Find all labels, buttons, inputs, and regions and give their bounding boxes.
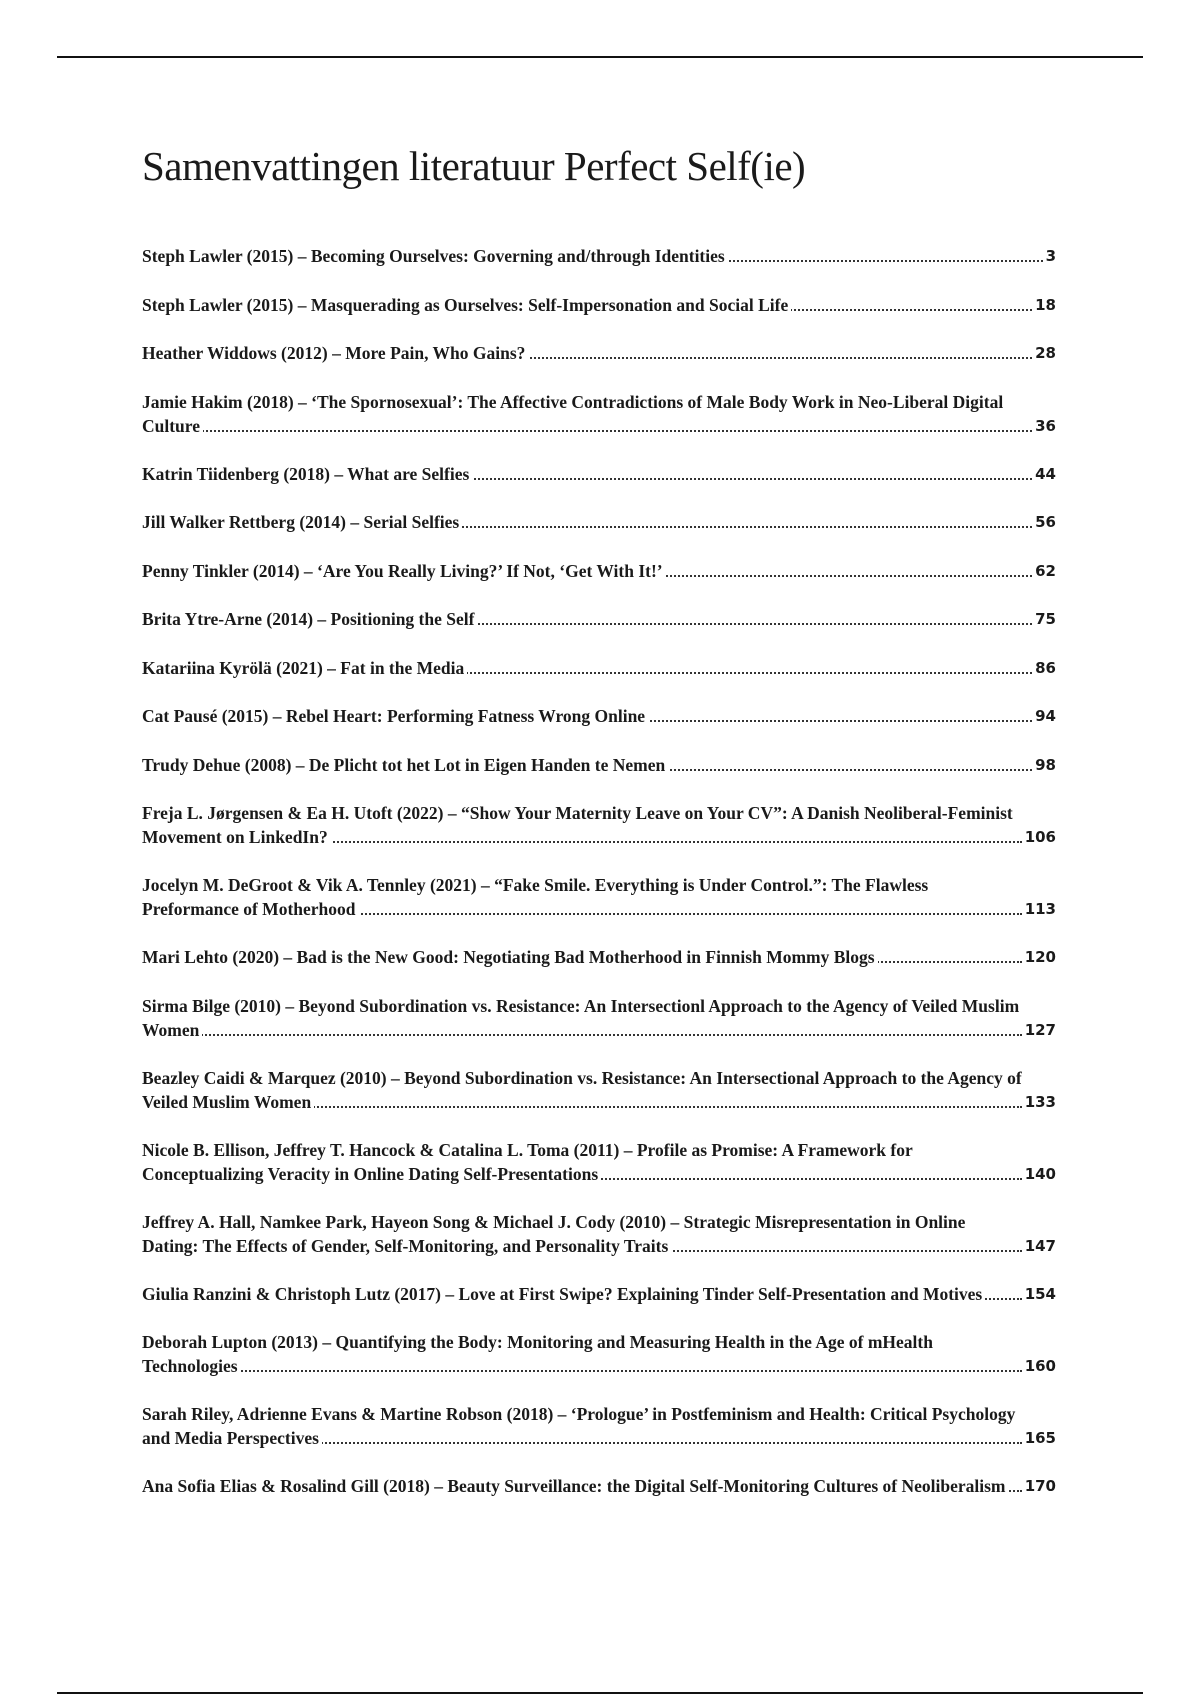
toc-entry-title: Sirma Bilge (2010) – Beyond Subordination vs. Resistance: An Intersectionl Approach to the Agency of Veiled Muslim Women — [142, 995, 1020, 1040]
toc-page-number: 140 — [1022, 1162, 1056, 1186]
toc-entry-title: Jocelyn M. DeGroot & Vik A. Tennley (2021) – “Fake Smile. Everything is Under Control.”: The Flawless Preformance of Motherhood — [142, 875, 929, 919]
toc-entry-title: Jill Walker Rettberg (2014) – Serial Selfies — [142, 512, 462, 532]
toc-leader — [142, 341, 1032, 365]
toc-entry-title: Beazley Caidi & Marquez (2010) – Beyond Subordination vs. Resistance: An Intersectional Approach to the Agency of Veiled Muslim Women — [142, 1067, 1022, 1112]
toc-entry[interactable] — [142, 1402, 1056, 1450]
toc-page-number: 133 — [1022, 1090, 1056, 1114]
toc-leader — [142, 607, 1032, 631]
toc-leader — [142, 801, 1022, 849]
toc-entry[interactable] — [142, 293, 1056, 317]
toc-entry-title: Heather Widdows (2012) – More Pain, Who Gains? — [142, 343, 528, 363]
toc-leader — [142, 704, 1032, 728]
toc-entry-title: Nicole B. Ellison, Jeffrey T. Hancock & Catalina L. Toma (2011) – Profile as Promise: A Framework for Conceptualizing Veracity in Online Dating Self-Presentations — [142, 1139, 913, 1184]
toc-leader — [142, 873, 1022, 921]
toc-entry[interactable] — [142, 607, 1056, 631]
toc-entry[interactable] — [142, 994, 1056, 1042]
toc-entry[interactable] — [142, 704, 1056, 728]
toc-entry-title: Cat Pausé (2015) – Rebel Heart: Performing Fatness Wrong Online — [142, 706, 648, 726]
toc-entry[interactable] — [142, 1330, 1056, 1378]
toc-leader — [142, 656, 1032, 680]
toc-entry-title: Giulia Ranzini & Christoph Lutz (2017) – Love at First Swipe? Explaining Tinder Self-Presentation and Motives — [142, 1284, 985, 1304]
toc-page-number: 120 — [1022, 945, 1056, 969]
toc-page-number: 160 — [1022, 1354, 1056, 1378]
toc-entry[interactable] — [142, 390, 1056, 438]
toc-entry[interactable] — [142, 244, 1056, 268]
toc-page-number: 113 — [1022, 897, 1056, 921]
toc-entry[interactable] — [142, 341, 1056, 365]
toc-entry[interactable] — [142, 656, 1056, 680]
toc-page-number: 147 — [1022, 1234, 1056, 1258]
toc-page-number: 56 — [1032, 510, 1056, 534]
toc-leader — [142, 462, 1032, 486]
toc-page-number: 106 — [1022, 825, 1056, 849]
toc-leader — [142, 1474, 1022, 1498]
table-of-contents — [142, 244, 1056, 1522]
toc-entry-title: Steph Lawler (2015) – Becoming Ourselves: Governing and/through Identities — [142, 246, 728, 266]
toc-entry-title: Deborah Lupton (2013) – Quantifying the Body: Monitoring and Measuring Health in the Age of mHealth Technologies — [142, 1331, 933, 1376]
toc-leader — [142, 1066, 1022, 1114]
toc-page-number: 44 — [1032, 462, 1056, 486]
toc-page-number: 75 — [1032, 607, 1056, 631]
toc-entry[interactable] — [142, 1210, 1056, 1258]
toc-page-number: 170 — [1022, 1474, 1056, 1498]
toc-page-number: 165 — [1022, 1426, 1056, 1450]
toc-entry-title: Jeffrey A. Hall, Namkee Park, Hayeon Song & Michael J. Cody (2010) – Strategic Misrepresentation in Online Dating: The Effects of Gender, Self-Monitoring, and Personality Traits — [142, 1211, 966, 1256]
toc-entry-title: Brita Ytre-Arne (2014) – Positioning the Self — [142, 609, 477, 629]
toc-entry-title: Mari Lehto (2020) – Bad is the New Good: Negotiating Bad Motherhood in Finnish Mommy Blogs — [142, 947, 878, 967]
toc-page-number: 62 — [1032, 559, 1056, 583]
toc-leader — [142, 510, 1032, 534]
toc-page-number: 94 — [1032, 704, 1056, 728]
toc-entry[interactable] — [142, 1474, 1056, 1498]
toc-entry-title: Trudy Dehue (2008) – De Plicht tot het Lot in Eigen Handen te Nemen — [142, 755, 668, 775]
toc-leader — [142, 244, 1043, 268]
toc-entry-title: Sarah Riley, Adrienne Evans & Martine Robson (2018) – ‘Prologue’ in Postfeminism and Health: Critical Psychology and Media Perspectives — [142, 1403, 1016, 1448]
toc-entry[interactable] — [142, 1138, 1056, 1186]
document-title: Samenvattingen literatuur Perfect Self(ie) — [142, 143, 806, 189]
toc-entry[interactable] — [142, 1282, 1056, 1306]
toc-entry-title: Ana Sofia Elias & Rosalind Gill (2018) – Beauty Surveillance: the Digital Self-Monitoring Cultures of Neoliberalism — [142, 1476, 1008, 1496]
toc-leader — [142, 1402, 1022, 1450]
toc-leader — [142, 753, 1032, 777]
toc-leader — [142, 1330, 1022, 1378]
toc-page-number: 18 — [1032, 293, 1056, 317]
bottom-rule — [57, 1692, 1143, 1694]
toc-page-number: 98 — [1032, 753, 1056, 777]
toc-entry[interactable] — [142, 873, 1056, 921]
toc-page-number: 154 — [1022, 1282, 1056, 1306]
toc-entry-title: Jamie Hakim (2018) – ‘The Spornosexual’: The Affective Contradictions of Male Body Work in Neo-Liberal Digital Culture — [142, 391, 1004, 436]
toc-leader — [142, 559, 1032, 583]
toc-leader — [142, 293, 1032, 317]
toc-entry-title: Katrin Tiidenberg (2018) – What are Selfies — [142, 464, 472, 484]
toc-entry[interactable] — [142, 801, 1056, 849]
toc-leader — [142, 1282, 1022, 1306]
toc-entry[interactable] — [142, 945, 1056, 969]
toc-page-number: 86 — [1032, 656, 1056, 680]
toc-entry-title: Penny Tinkler (2014) – ‘Are You Really Living?’ If Not, ‘Get With It!’ — [142, 561, 666, 581]
toc-entry-title: Katariina Kyrölä (2021) – Fat in the Media — [142, 658, 467, 678]
toc-page-number: 28 — [1032, 341, 1056, 365]
toc-leader — [142, 390, 1032, 438]
toc-leader — [142, 1138, 1022, 1186]
toc-page-number: 36 — [1032, 414, 1056, 438]
toc-entry[interactable] — [142, 462, 1056, 486]
toc-entry-title: Freja L. Jørgensen & Ea H. Utoft (2022) – “Show Your Maternity Leave on Your CV”: A Danish Neoliberal-Feminist Movement on LinkedIn? — [142, 803, 1013, 847]
toc-entry[interactable] — [142, 1066, 1056, 1114]
toc-page-number: 127 — [1022, 1018, 1056, 1042]
toc-leader — [142, 945, 1022, 969]
toc-entry[interactable] — [142, 753, 1056, 777]
toc-entry[interactable] — [142, 559, 1056, 583]
toc-entry[interactable] — [142, 510, 1056, 534]
toc-leader — [142, 1210, 1022, 1258]
top-rule — [57, 56, 1143, 58]
toc-leader — [142, 994, 1022, 1042]
toc-entry-title: Steph Lawler (2015) – Masquerading as Ourselves: Self-Impersonation and Social Life — [142, 295, 791, 315]
toc-page-number: 3 — [1043, 244, 1056, 268]
